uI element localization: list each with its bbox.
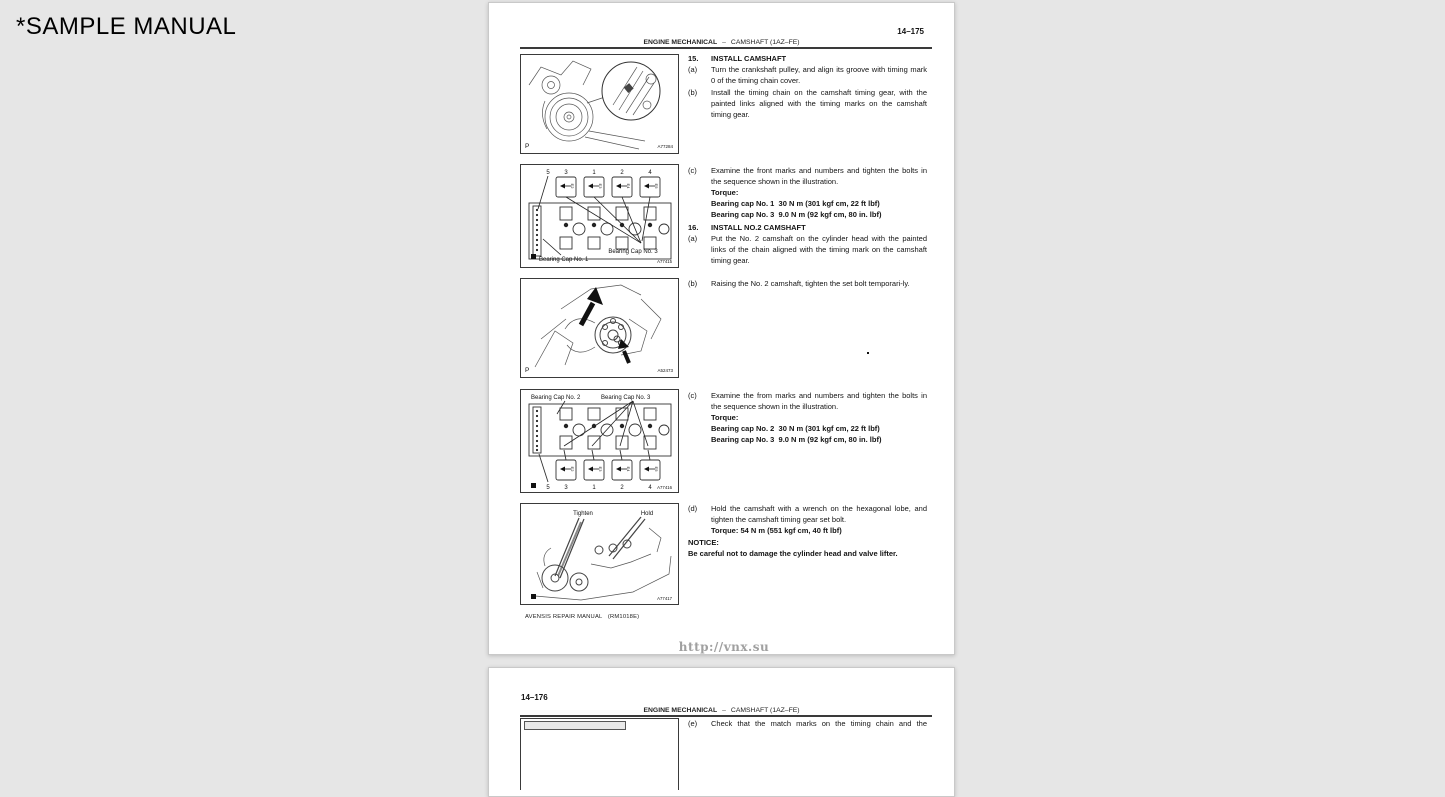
arrow-icon [588,184,593,189]
step-body [711,222,927,233]
step-15a [688,64,927,86]
notice-title: NOTICE: [688,538,719,547]
sequence-number: 2 [620,170,624,176]
page-number: 14–175 [897,27,924,36]
step-label: (c) [688,166,697,175]
front-mark: E2 [570,466,575,472]
step-body [711,87,927,120]
front-mark: E3 [598,466,603,472]
step-label: (a) [688,234,698,243]
step-body [711,53,927,64]
tighten-label: Tighten [573,511,593,517]
step-label: (e) [688,719,698,728]
step-text: Examine the from marks and numbers and tighten the bolts in the sequence shown in the illustration. [711,391,927,411]
arrow-icon [560,467,565,472]
step-body [711,503,927,536]
black-square-icon [531,483,536,488]
step-15 [688,53,927,64]
black-square-icon [531,594,536,599]
step-body [711,718,927,729]
notice-text: Be careful not to damage the cylinder head and valve lifter. [688,549,898,558]
arrow-icon [644,184,649,189]
torque-spec: Bearing cap No. 1 30 N m (301 kgf cm, 22 ft lbf) [711,199,880,208]
header-section-title: ENGINE MECHANICAL [643,707,718,714]
step-text: Install the timing chain on the camshaft timing gear, with the painted links aligned with the timing marks on the camshaft timing gear. [711,88,927,119]
arrow-icon [588,467,593,472]
bearing-cap-illustration-2 [521,390,677,491]
step-body [711,64,927,86]
watermark-url: http://vnx.su [678,640,770,654]
step-16a [688,233,927,266]
bearing-cap-no3-label: Bearing Cap No. 3 [601,395,651,401]
stray-dot [867,352,869,354]
step-15b [688,87,927,120]
arrow-icon [616,467,621,472]
front-mark: E5 [654,183,659,189]
step-body [711,278,927,289]
crankshaft-pulley-illustration [521,55,677,152]
step-label: (b) [688,279,698,288]
step-e-partial [688,718,927,729]
step-label: (a) [688,65,698,74]
manual-page-1 [488,2,955,655]
figure-code: A77416 [657,485,672,490]
instruction-column [688,3,927,654]
figure-corner-letter: P [525,367,530,374]
figure-raise-no2-camshaft [520,278,679,378]
sequence-number: 5 [546,485,550,491]
sequence-number: 4 [648,485,652,491]
header-topic: CAMSHAFT (1AZ–FE) [730,39,800,46]
step-16 [688,222,927,233]
sequence-number: 5 [546,170,550,176]
figure-tighten-hold [520,503,679,605]
arrow-icon [616,184,621,189]
step-body [711,233,927,266]
step-body [711,165,927,220]
hold-label: Hold [640,511,654,517]
arrow-icon [560,184,565,189]
arrow-icon [644,467,649,472]
torque-spec: Bearing cap No. 3 9.0 N m (92 kgf cm, 80 in. lbf) [711,435,882,444]
sequence-number: 4 [648,170,652,176]
torque-spec: Bearing cap No. 2 30 N m (301 kgf cm, 22 ft lbf) [711,424,880,433]
front-mark: E3 [598,183,603,189]
step-text: Examine the front marks and numbers and tighten the bolts in the sequence shown in the illustration. [711,166,927,186]
bearing-cap-no1-label: Bearing Cap No. 1 [539,257,589,263]
sequence-number: 3 [564,485,568,491]
figure-code: A52473 [657,368,673,373]
step-15c [688,165,927,220]
front-mark: E4 [626,466,631,472]
front-mark: E5 [654,466,659,472]
manual-footer: AVENSIS REPAIR MANUAL (RM1018E) [525,614,640,620]
sequence-number: 1 [592,485,596,491]
bearing-cap-no3-label: Bearing Cap No. 3 [608,249,658,255]
torque-spec: Torque: [711,413,739,422]
figure-bearing-cap-no1-sequence [520,164,679,268]
header-topic: CAMSHAFT (1AZ–FE) [730,707,800,714]
header-separator: – [722,707,726,714]
front-mark: E2 [570,183,575,189]
figure-code: A77415 [657,259,672,264]
sequence-number: 1 [592,170,596,176]
step-label: (d) [688,504,698,513]
raise-arrow-shaft [581,303,593,325]
step-label: (c) [688,391,697,400]
step-text: Hold the camshaft with a wrench on the hexagonal lobe, and tighten the camshaft timing gear set bolt. [711,504,927,524]
torque-spec: Bearing cap No. 3 9.0 N m (92 kgf cm, 80 in. lbf) [711,210,882,219]
step-text: Turn the crankshaft pulley, and align its groove with timing mark 0 of the timing chain cover. [711,65,927,85]
step-text: Raising the No. 2 camshaft, tighten the set bolt temporari-ly. [711,279,910,288]
camshaft-raise-illustration [521,279,677,376]
step-16d [688,503,927,536]
manual-page-2 [488,667,955,797]
step-text: Put the No. 2 camshaft on the cylinder head with the painted links of the chain aligned with the timing mark on the camshaft timing gear. [711,234,927,265]
bearing-cap-no2-label: Bearing Cap No. 2 [531,395,581,401]
tighten-hold-illustration [521,504,677,603]
page-number: 14–176 [521,693,548,702]
figure-crankshaft-pulley [520,54,679,154]
step-body [711,390,927,445]
step-title: INSTALL NO.2 CAMSHAFT [711,223,806,232]
figure-code: A77417 [657,596,672,601]
step-label: 15. [688,54,699,63]
sample-manual-label: *SAMPLE MANUAL [16,13,237,40]
instruction-column [688,668,927,796]
bolt-arrow-shaft [624,351,629,363]
step-16b [688,278,927,289]
step-label: (b) [688,88,698,97]
sequence-number: 2 [620,485,624,491]
step-16c [688,390,927,445]
step-label: 16. [688,223,699,232]
torque-spec: Torque: [711,188,739,197]
step-title: INSTALL CAMSHAFT [711,54,787,63]
step-text: Check that the match marks on the timing chain and the [711,719,927,728]
black-square-icon [531,254,536,259]
front-mark: E4 [626,183,631,189]
figure-bearing-cap-no2-sequence [520,389,679,493]
torque-spec: Torque: 54 N m (551 kgf cm, 40 ft lbf) [711,526,842,535]
sequence-number: 3 [564,170,568,176]
figure-partial [520,718,679,790]
header-separator: – [722,39,726,46]
step-body [688,537,927,559]
figure-corner-letter: P [525,143,530,150]
header-section-title: ENGINE MECHANICAL [643,39,718,46]
notice-block [688,537,927,559]
figure-code: A77284 [657,144,673,149]
bearing-cap-illustration [521,165,677,266]
